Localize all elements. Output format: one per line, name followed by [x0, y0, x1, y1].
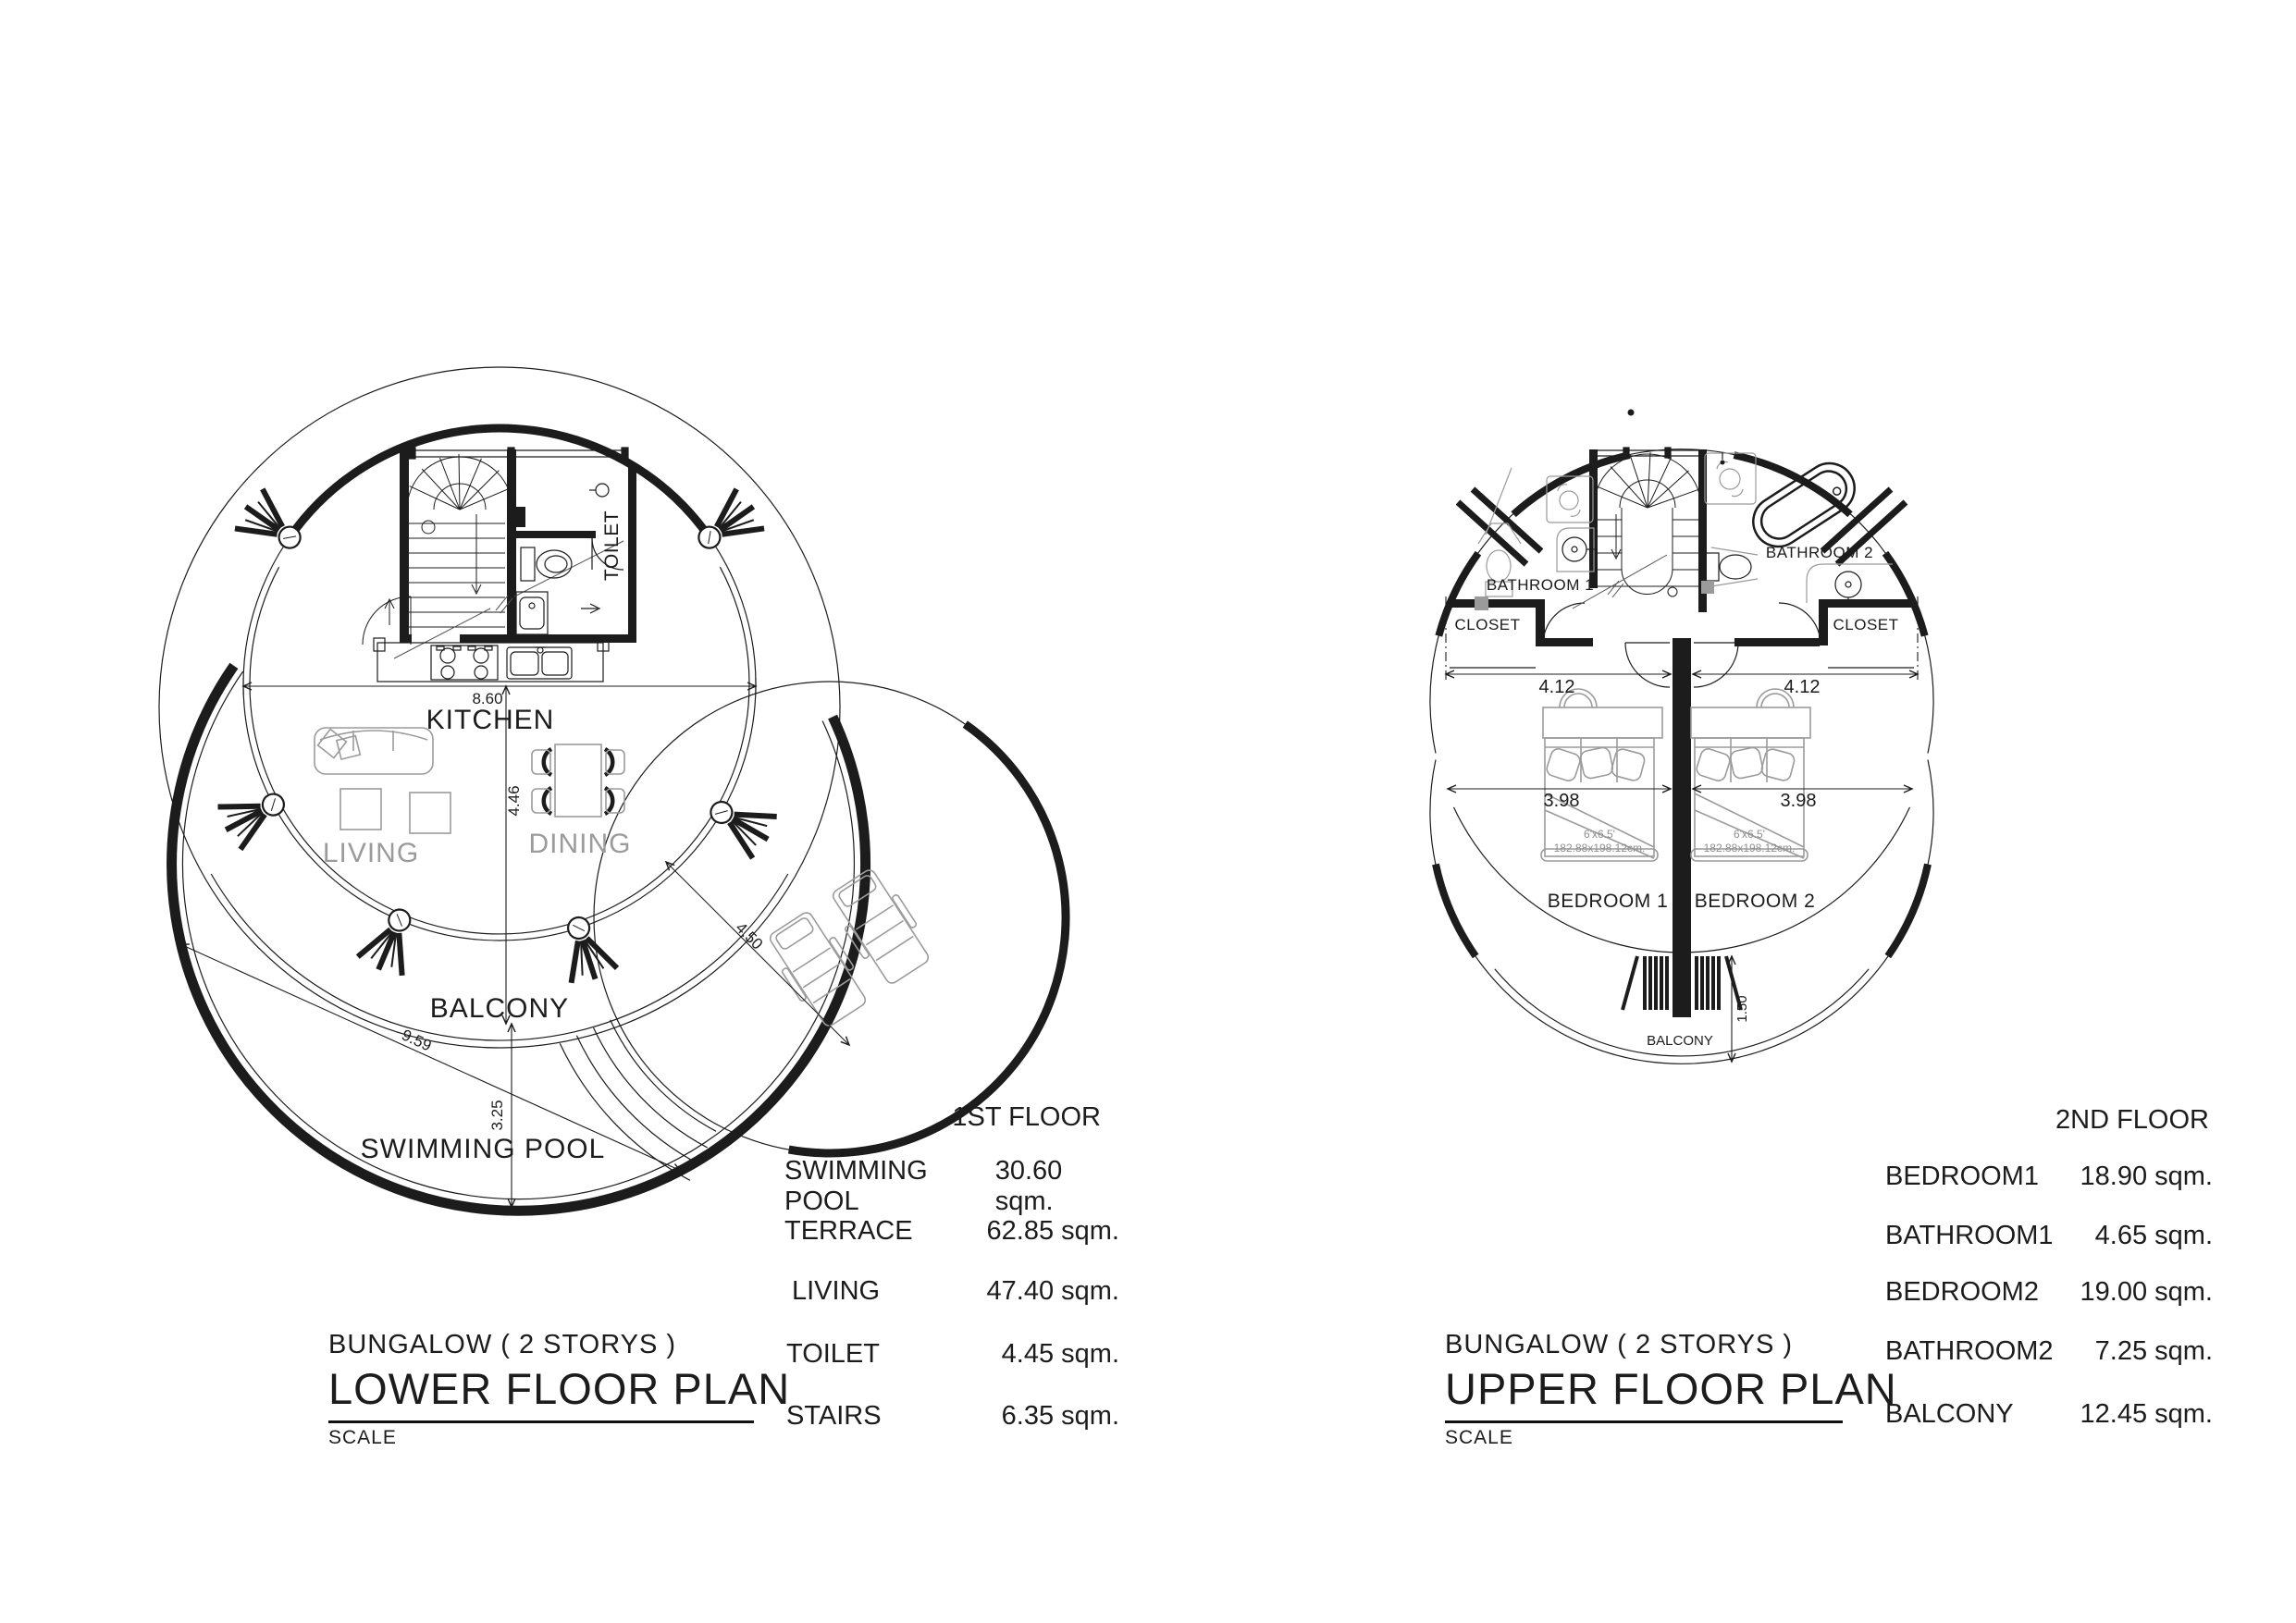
dim-living-depth: 4.46: [505, 785, 523, 817]
sink: [1807, 564, 1893, 605]
bedroom1-label: BEDROOM 1: [1547, 891, 1669, 912]
stove: [431, 646, 498, 680]
window-symbol: [552, 911, 618, 987]
row-label: BATHROOM1: [1885, 1221, 2054, 1250]
bedroom2-label: BEDROOM 2: [1694, 891, 1816, 912]
window-symbol: [215, 779, 294, 852]
reference-dot: [1628, 410, 1635, 416]
table-row: [1885, 1277, 2213, 1308]
dim-balcony-depth: 1.50: [1734, 995, 1750, 1023]
balcony-upper-label: BALCONY: [1647, 1033, 1713, 1049]
dim-bed-left: 3.98: [1543, 791, 1580, 811]
table-row: [786, 1339, 1119, 1370]
upper-scale-label: SCALE: [1445, 1427, 1513, 1448]
bed1-size-cm: 182.88x198.12cm.: [1553, 842, 1646, 855]
row-label: TERRACE: [784, 1216, 913, 1246]
upper-floor-plan: [1430, 410, 1933, 1064]
dim-hall-right: 4.12: [1784, 677, 1821, 697]
row-label: BEDROOM1: [1885, 1162, 2039, 1191]
dim-pool-length: 9.59: [399, 1026, 435, 1055]
toilet-fixture: [1705, 547, 1758, 586]
side-table: [410, 793, 451, 833]
upper-title-block: [1445, 1330, 1897, 1449]
row-label: SWIMMING POOL: [784, 1156, 928, 1216]
sun-lounger: [824, 864, 936, 990]
row-label: TOILET: [786, 1339, 880, 1369]
row-value: 7.25 sqm.: [2094, 1336, 2213, 1366]
kitchen-label: KITCHEN: [426, 705, 555, 735]
kitchen-sink: [507, 647, 572, 679]
kitchen-counter: [374, 638, 609, 682]
first-floor-table-header: 1ST FLOOR: [952, 1102, 1101, 1132]
closet-right-label: CLOSET: [1833, 616, 1899, 633]
window-symbols: [215, 487, 780, 987]
row-label: STAIRS: [786, 1401, 882, 1431]
title-rule: [1445, 1420, 1843, 1423]
row-value: 4.45 sqm.: [1001, 1339, 1119, 1369]
row-value: 47.40 sqm.: [986, 1276, 1119, 1306]
bathtub: [1744, 454, 1864, 557]
row-value: 30.60 sqm.: [994, 1156, 1063, 1216]
row-value: 6.35 sqm.: [1001, 1401, 1119, 1431]
row-label: BATHROOM2: [1885, 1336, 2054, 1366]
dim-width: 8.60: [472, 690, 503, 707]
main-wall-circle: [243, 428, 756, 941]
bed1-size-ft: 6'x6.5': [1584, 828, 1615, 841]
row-value: 4.65 sqm.: [2094, 1221, 2213, 1250]
upper-subtitle: BUNGALOW ( 2 STORYS ): [1445, 1330, 1794, 1359]
toilet-sink: [516, 592, 548, 634]
table-row: [784, 1216, 1119, 1247]
toilet-fixture: [521, 547, 572, 581]
bathroom2-label: BATHROOM 2: [1765, 544, 1874, 561]
row-value: 19.00 sqm.: [2080, 1277, 2213, 1307]
dim-bed-right: 3.98: [1780, 791, 1817, 811]
row-label: LIVING: [792, 1276, 881, 1306]
bed2-size-ft: 6'x6.5': [1734, 828, 1765, 841]
table-row: [786, 1401, 1119, 1432]
row-value: 62.85 sqm.: [986, 1216, 1119, 1246]
living-label: LIVING: [322, 838, 420, 868]
dim-pool-width: 3.25: [488, 1100, 506, 1131]
closet-left-label: CLOSET: [1454, 616, 1521, 633]
window-symbol: [356, 901, 426, 978]
swimming-pool-label: SWIMMING POOL: [360, 1134, 606, 1164]
window-symbol: [700, 786, 780, 860]
side-table: [340, 789, 381, 830]
row-value: 12.45 sqm.: [2080, 1399, 2213, 1429]
sink: [1557, 528, 1595, 572]
dim-hall-left: 4.12: [1538, 677, 1575, 697]
lower-scale-label: SCALE: [328, 1427, 397, 1448]
table-row: [1885, 1336, 2213, 1367]
toilet-label: TOILET: [601, 510, 623, 582]
table-row: [1885, 1162, 2213, 1192]
lower-title: LOWER FLOOR PLAN: [328, 1364, 791, 1413]
lower-subtitle: BUNGALOW ( 2 STORYS ): [328, 1330, 677, 1359]
title-rule: [328, 1420, 754, 1423]
dining-set: [532, 744, 624, 817]
lounger-terrace-outline: [594, 682, 1066, 1153]
row-value: 18.90 sqm.: [2080, 1162, 2213, 1191]
second-floor-table-header: 2ND FLOOR: [2055, 1105, 2209, 1135]
row-label: BEDROOM2: [1885, 1277, 2039, 1307]
bed2-size-cm: 182.88x198.12cm.: [1703, 842, 1796, 855]
table-row: [784, 1156, 1119, 1217]
row-label: BALCONY: [1885, 1399, 2014, 1429]
table-row: [1885, 1399, 2213, 1430]
balcony-label: BALCONY: [429, 993, 570, 1024]
upper-title: UPPER FLOOR PLAN: [1445, 1364, 1897, 1413]
table-row: [792, 1276, 1119, 1307]
table-row: [1885, 1221, 2213, 1251]
bathroom1-label: BATHROOM 1: [1486, 576, 1595, 594]
wall-light: [596, 484, 609, 497]
lower-title-block: [328, 1330, 791, 1449]
lower-floor-plan: [159, 367, 1066, 1211]
dim-terrace: 4.50: [732, 918, 767, 953]
dining-label: DINING: [528, 829, 632, 859]
sofa: [315, 728, 433, 774]
